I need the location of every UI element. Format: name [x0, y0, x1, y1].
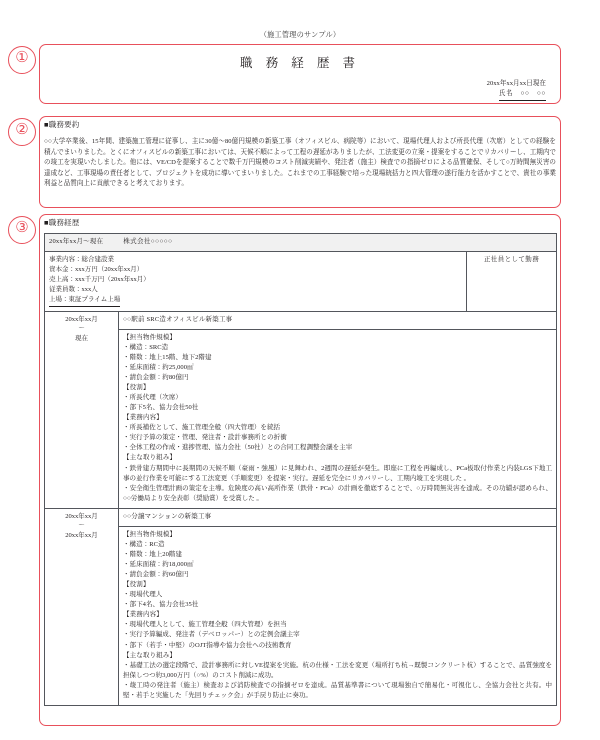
- project-section-item: ・現場代理人: [123, 591, 163, 599]
- summary-section: [44, 119, 556, 190]
- project-period-start: 20xx年xx月: [65, 512, 98, 520]
- project-section-paragraph: ・基礎工法の選定段階で、設計事務所に対しVE提案を実施。杭の仕様・工法を変更（場所打ち杭→既製コンクリート杭）することで、品質強度を担保しつつ約3,000万円（○%）のコスト削減に成功。: [123, 661, 553, 679]
- project-section-item: ・階数：地上20階建: [123, 550, 182, 558]
- project-title-row: [45, 311, 557, 329]
- project-title: ○○駅前 SRC造オフィスビル新築工事: [119, 311, 557, 329]
- project-period-start: 20xx年xx月: [65, 315, 98, 323]
- company-name: 株式会社○○○○○: [123, 238, 173, 245]
- project-section-paragraph: ・安全衛生管理計画の策定を主導。危険度の高い高所作業（鉄骨・PCa）の計画を徹底することで、○万時間無災害を達成。その功績が認められ、○○労働局より安全表彰（奨励賞）を受賞した 。: [123, 484, 553, 502]
- project-section-item: ・部下4名、協力会社35社: [123, 601, 199, 609]
- project-period-end: 20xx年xx月: [65, 532, 98, 540]
- project-period-separator: ～: [78, 325, 85, 332]
- project-section-item: ・実行予算編成、発注者（デベロッパー）との定例会議主宰: [123, 631, 300, 639]
- project-section-item: ・全体工程の作成・進捗管理、協力会社（50社）との合同工程調整会議を主宰: [123, 444, 353, 452]
- project-section-item: ・請負金額：約60億円: [123, 571, 189, 579]
- step-marker-2: ②: [8, 118, 36, 146]
- project-section-item: ・延床面積：約18,000㎡: [123, 561, 194, 569]
- project-section-item: ・部下5名、協力会社50社: [123, 404, 199, 412]
- project-section-heading: 【主な取り組み】: [123, 651, 177, 659]
- project-body-cell: [119, 526, 557, 705]
- project-section-heading: 【役割】: [123, 581, 150, 589]
- company-overview-line: 従業員数：xxx人: [49, 286, 98, 294]
- project-section-paragraph: ・竣工時の発注者（施主）検査および消防検査での指摘ゼロを達成。品質基準書について現場独自で簡易化・可視化し、全協力会社と共有。中堅・若手と実施した「先回りチェック会」が手戻り防止に奏功。: [123, 681, 553, 699]
- project-body-row: [45, 329, 557, 508]
- project-section-paragraph: ・鉄骨建方期間中に長期間の天候不順（豪雨・強風）に見舞われ、2週間の遅延が発生。即座に工程を再編成し、PCa板取付作業と内装LGS下地工事の並行作業を可能にする工法変更（手順変更）を提案・実行。遅延を完全にリカバリーし、工期内竣工を実現した 。: [123, 464, 553, 482]
- project-section-heading: 【役割】: [123, 384, 150, 392]
- company-listing-status: 上場：東証プライム上場: [49, 295, 120, 306]
- project-period-separator: ～: [78, 522, 85, 529]
- page-title: 職 務 経 歴 書: [239, 56, 360, 70]
- project-section-item: ・延床面積：約25,000㎡: [123, 363, 194, 371]
- project-body-row: [45, 526, 557, 705]
- project-body-cell: [119, 329, 557, 508]
- project-section-heading: 【担当物件規模】: [123, 530, 177, 538]
- company-overview-cell: [45, 252, 467, 312]
- company-period-cell: [45, 234, 557, 252]
- as-of-date: 20xx年xx月xx日現在: [486, 80, 546, 87]
- title-meta: [44, 79, 556, 101]
- employment-type-cell: 正社員として勤務: [467, 252, 557, 312]
- project-section-heading: 【業務内容】: [123, 414, 163, 422]
- step-marker-3: ③: [8, 216, 36, 244]
- project-section-item: ・部下（若手・中堅）のOJT指導や協力会社への技術教育: [123, 641, 292, 649]
- project-title-row: [45, 508, 557, 526]
- project-section-item: ・所長代理（次席）: [123, 394, 182, 402]
- company-overview-line: 売上高：xxx千万円（20xx年xx月）: [49, 276, 150, 284]
- applicant-name: 氏名 ○○ ○○: [499, 89, 546, 101]
- project-section-item: ・階数：地上15階、地下2階建: [123, 353, 212, 361]
- title-block: [44, 47, 556, 101]
- project-period-cell: [45, 311, 119, 508]
- project-section-heading: 【担当物件規模】: [123, 333, 177, 341]
- project-section-item: ・構造：RC造: [123, 540, 165, 548]
- project-section-item: ・構造：SRC造: [123, 343, 169, 351]
- project-period-cell: [45, 508, 119, 705]
- career-section: [44, 217, 556, 706]
- career-table-body: [45, 234, 557, 706]
- summary-body: ○○大学卒業後、15年間、建築施工管理に従事し、主に30億～80億円規模の新築工事（オフィスビル、病院等）において、現場代理人および所長代理（次席）としての経験を積んでまいりました。とくにオフィスビルの新築工事においては、天候不順によって工程の遅延がありましたが、工法変更の立案・提案をすることでリカバリーし、工期内での竣工を実現いたしました。他には、VE/CDを提案することで数千万円規模のコスト削減実績や、発注者（施主）検査での指摘ゼロによる品質確保、そして○万時間無災害の達成など、工事現場の責任者として、プロジェクトを成功に導いてまいりました。これまでの工事経験で培った現場統括力と四大管理の遂行能力を活かすことで、貴社の事業利益と品質向上に貢献できると考えております。: [44, 138, 556, 188]
- company-period-row: [45, 234, 557, 252]
- career-heading: ■職務経歴: [44, 218, 80, 227]
- step-marker-1: ①: [8, 46, 36, 74]
- company-overview-line: 事業内容：総合建設業: [49, 256, 114, 264]
- company-overview-line-listing-wrap: [49, 295, 462, 306]
- career-table: [44, 233, 557, 706]
- project-section-item: ・実行予算の策定・管理、発注者・設計事務所との折衝: [123, 434, 287, 442]
- project-title: ○○分譲マンションの新築工事: [119, 508, 557, 526]
- project-section-heading: 【業務内容】: [123, 611, 163, 619]
- company-overview-row: [45, 252, 557, 312]
- project-section-item: ・請負金額：約80億円: [123, 373, 189, 381]
- project-section-item: ・現場代理人として、施工管理全般（四大管理）を担当: [123, 621, 287, 629]
- project-section-heading: 【主な取り組み】: [123, 454, 177, 462]
- summary-heading: ■職務要約: [44, 120, 80, 129]
- company-overview-line: 資本金：xxx万円（20xx年xx月）: [49, 266, 144, 274]
- company-period: 20xx年xx月～現在: [49, 238, 104, 245]
- sample-note: （施工管理のサンプル）: [259, 31, 341, 39]
- project-period-end: 現在: [75, 335, 88, 343]
- project-section-item: ・所長補佐として、施工管理全般（四大管理）を統括: [123, 424, 281, 432]
